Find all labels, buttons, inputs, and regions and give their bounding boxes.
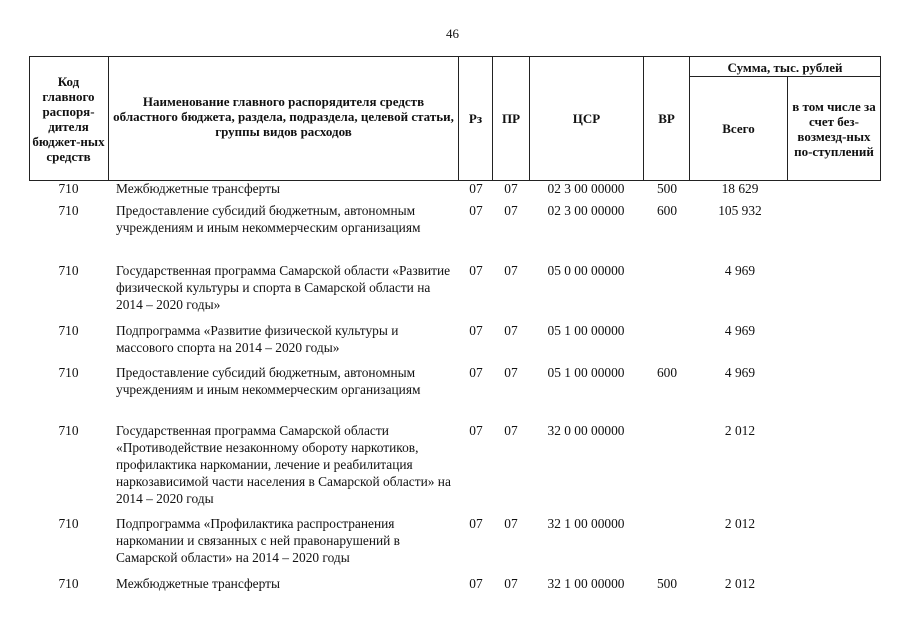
cell-pr: 07 [504,423,518,438]
cell-total: 2 012 [724,516,756,531]
cell-total: 2 012 [724,576,756,591]
cell-name: Межбюджетные трансферты [116,181,280,196]
cell-name: Межбюджетные трансферты [116,576,280,591]
table-row [29,515,881,575]
table-row [29,422,881,515]
cell-pr: 07 [504,203,518,218]
cell-rz: 07 [469,423,483,438]
header-divider [787,76,788,181]
table-row [29,202,881,262]
cell-pr: 07 [504,576,518,591]
cell-code: 710 [58,516,79,531]
cell-csr: 32 0 00 00000 [547,423,625,438]
cell-total: 2 012 [724,423,756,438]
cell-total: 4 969 [724,263,756,278]
cell-name: Подпрограмма «Профилактика распространения наркомании и связанных с ней правонарушений в Самарской области» на 2014 – 2020 годы [116,516,401,565]
header-name: Наименование главного распорядителя средств областного бюджета, раздела, подраздела, целевой статьи, группы видов расходов [113,93,454,139]
cell-total: 105 932 [718,203,762,218]
header-csr: ЦСР [572,110,601,126]
cell-pr: 07 [504,323,518,338]
cell-vr: 500 [656,576,678,591]
cell-total: 4 969 [724,323,756,338]
cell-name: Государственная программа Самарской области «Противодействие незаконному обороту наркотиков, профилактика наркомании, лечение и реабилитация наркозависимой части населения в Самарской области» на 2014 – 2020 годы [116,423,451,506]
cell-code: 710 [58,323,79,338]
table-row [29,262,881,322]
cell-rz: 07 [469,516,483,531]
header-total: Всего [722,121,755,136]
cell-code: 710 [58,203,79,218]
header-sum: Сумма, тыс. рублей [727,59,843,75]
cell-vr: 500 [656,181,678,196]
cell-csr: 05 1 00 00000 [547,365,625,380]
cell-csr: 05 0 00 00000 [547,263,625,278]
header-divider [29,56,30,181]
header-divider [880,56,881,181]
table-row [29,322,881,364]
table-row [29,364,881,422]
header-top-border [29,56,881,57]
cell-pr: 07 [504,263,518,278]
header-free: в том числе за счет без-возмезд-ных по-ступлений [792,99,876,159]
header-pr: ПР [501,110,521,126]
cell-csr: 32 1 00 00000 [547,576,625,591]
cell-rz: 07 [469,323,483,338]
cell-name: Государственная программа Самарской области «Развитие физической культуры и спорта в Самарской области на 2014 – 2020 годы» [116,263,451,312]
cell-rz: 07 [469,365,483,380]
cell-code: 710 [58,423,79,438]
cell-code: 710 [58,365,79,380]
cell-code: 710 [58,181,79,196]
cell-name: Предоставление субсидий бюджетным, автономным учреждениям и иным некоммерческим организациям [116,203,421,235]
cell-csr: 05 1 00 00000 [547,323,625,338]
cell-pr: 07 [504,516,518,531]
cell-vr: 600 [656,365,678,380]
header-code: Код главного распоря-дителя бюджет-ных средств [32,73,105,164]
cell-name: Подпрограмма «Развитие физической культуры и массового спорта на 2014 – 2020 годы» [116,323,399,355]
table-body [29,180,881,597]
cell-total: 18 629 [721,181,759,196]
cell-code: 710 [58,576,79,591]
cell-pr: 07 [504,181,518,196]
cell-rz: 07 [469,263,483,278]
cell-rz: 07 [469,576,483,591]
header-divider [108,56,109,181]
table-row [29,575,881,597]
cell-csr: 02 3 00 00000 [547,181,625,196]
header-vr: ВР [658,110,675,126]
header-rz: Рз [468,110,483,126]
table-header [29,56,881,181]
page-number: 46 [446,26,459,41]
cell-csr: 32 1 00 00000 [547,516,625,531]
cell-pr: 07 [504,365,518,380]
cell-rz: 07 [469,181,483,196]
cell-code: 710 [58,263,79,278]
cell-total: 4 969 [724,365,756,380]
cell-rz: 07 [469,203,483,218]
cell-csr: 02 3 00 00000 [547,203,625,218]
cell-name: Предоставление субсидий бюджетным, автономным учреждениям и иным некоммерческим организациям [116,365,421,397]
cell-vr: 600 [656,203,678,218]
table-row [29,180,881,202]
